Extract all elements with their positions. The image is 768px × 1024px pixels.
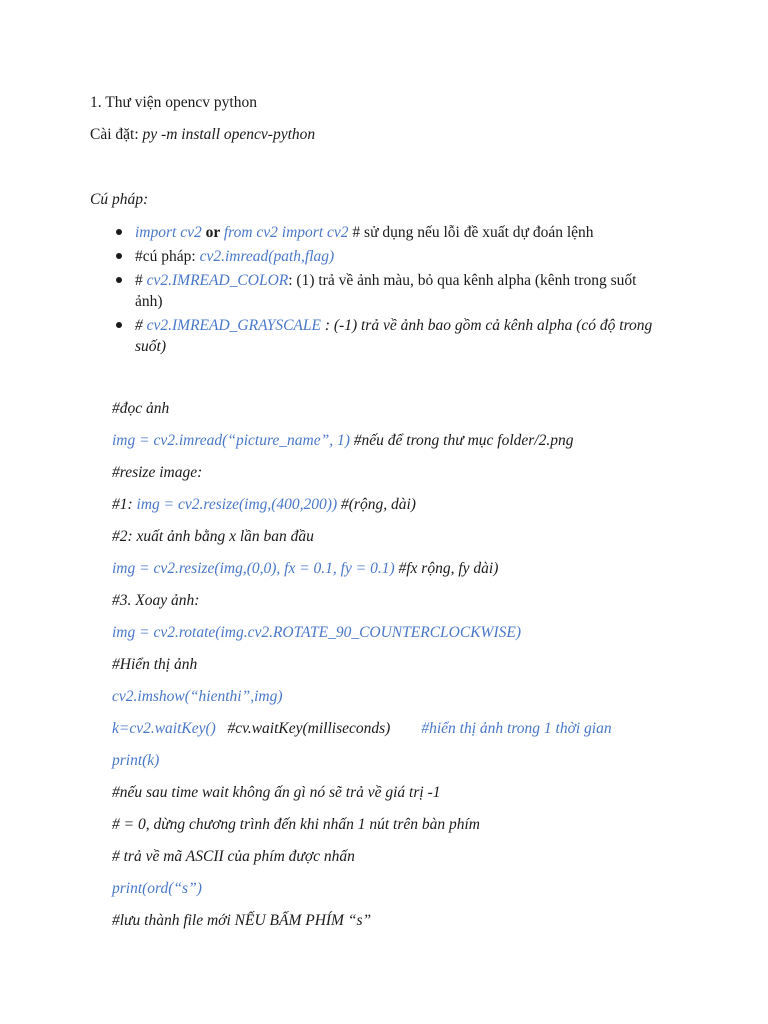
bullet-item-color: [114, 270, 665, 312]
comment-text: #: [135, 272, 147, 289]
code-line-waitkey: [112, 719, 612, 739]
comment-text: #cú pháp:: [135, 248, 200, 265]
syntax-bullet-list: [114, 222, 674, 360]
install-command: py -m install opencv-python: [142, 126, 316, 143]
code-waitkey-call: k=cv2.waitKey(): [112, 720, 216, 737]
code-imread-call: img = cv2.imread(“picture_name”, 1): [112, 432, 350, 449]
bullet-icon: [116, 277, 122, 283]
install-line: [90, 125, 315, 145]
syntax-label: Cú pháp:: [90, 191, 149, 208]
comment-read-image: #đọc ảnh: [112, 400, 170, 417]
bullet-icon: [116, 229, 122, 235]
code-line-rotate: img = cv2.rotate(img.cv2.ROTATE_90_COUNTERCLOCKWISE): [112, 624, 521, 641]
comment-resize: #resize image:: [112, 464, 203, 481]
bullet-item-grayscale: [114, 315, 675, 357]
comment-wait-zero: # = 0, dừng chương trình đến khi nhấn 1 nút trên bàn phím: [112, 816, 481, 833]
code-resize-fx-call: img = cv2.resize(img,(0,0), fx = 0.1, fy = 0.1): [112, 560, 395, 577]
comment-text: : (1) trả về ảnh màu, bỏ qua kênh alpha (kênh trong suốt ảnh): [135, 272, 637, 310]
code-line-print-k: print(k): [112, 752, 160, 769]
code-imread-color: cv2.IMREAD_COLOR: [146, 272, 289, 289]
code-imread: cv2.imread(path,flag): [199, 248, 335, 265]
code-line-print-ord: print(ord(“s”): [112, 880, 202, 897]
comment-text: #1:: [112, 496, 137, 513]
code-imread-grayscale: cv2.IMREAD_GRAYSCALE: [146, 317, 321, 334]
code-resize-call: img = cv2.resize(img,(400,200)): [136, 496, 338, 513]
comment-text: #(rộng, dài): [337, 496, 416, 513]
code-line-imshow: cv2.imshow(“hienthi”,img): [112, 688, 283, 705]
comment-text: : (-1) trả về ảnh bao gồm cả kênh alpha (có độ trong suốt): [135, 317, 653, 355]
bullet-icon: [116, 322, 122, 328]
comment-resize-2: #2: xuất ảnh bằng x lần ban đầu: [112, 528, 314, 545]
comment-show-image: #Hiển thị ảnh: [112, 656, 198, 673]
section-heading: 1. Thư viện opencv python: [90, 94, 257, 111]
install-label: Cài đặt:: [90, 126, 139, 143]
comment-text: #nếu để trong thư mục folder/2.png: [349, 432, 574, 449]
comment-save-file: #lưu thành file mới NẾU BẤM PHÍM “s”: [112, 912, 372, 929]
bullet-item-import: [114, 222, 674, 243]
code-line-resize-2: [112, 559, 498, 579]
code-line-imread: [112, 431, 573, 451]
bullet-item-syntax: [114, 246, 674, 267]
comment-rotate: #3. Xoay ảnh:: [112, 592, 200, 609]
comment-text: #: [135, 317, 147, 334]
comment-text: #fx rộng, fy dài): [394, 560, 499, 577]
comment-wait-timeout: #nếu sau time wait không ấn gì nó sẽ trả về giá trị -1: [112, 784, 441, 801]
code-line-resize-1: [112, 495, 416, 515]
code-from-import: from cv2 import cv2: [223, 224, 349, 241]
comment-ascii: # trả về mã ASCII của phím được nhấn: [112, 848, 355, 865]
comment-text: # sử dụng nếu lỗi đề xuất dự đoán lệnh: [348, 224, 594, 241]
bullet-icon: [116, 253, 122, 259]
keyword-or: or: [201, 224, 224, 241]
comment-text-blue: #hiển thị ảnh trong 1 thời gian: [390, 720, 612, 737]
comment-text: #cv.waitKey(milliseconds): [215, 720, 391, 737]
code-import: import cv2: [135, 224, 202, 241]
